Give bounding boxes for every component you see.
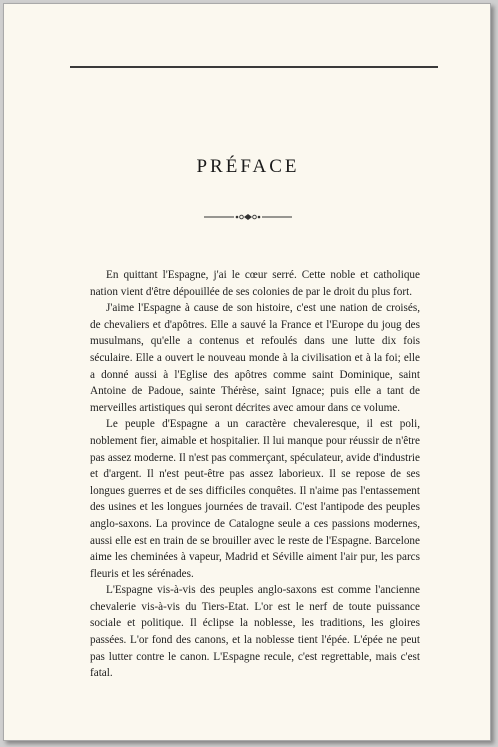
ornament-divider-icon bbox=[204, 212, 292, 222]
book-page bbox=[3, 3, 491, 741]
paragraph: L'Espagne vis-à-vis des peuples anglo-saxons est comme l'ancienne chevalerie vis-à-vis du Tiers-Etat. L'or est le nerf de toute puissance sociale et politique. Il éclipse la noblesse, les traditions, les gloires passées. L'or fond des canons, et la noblesse tient l'épée. L'épée ne peut pas lutter contre le canon. L'Espagne recule, c'est regrettable, mais c'est fatal. bbox=[90, 584, 420, 680]
paragraph: Le peuple d'Espagne a un caractère chevaleresque, il est poli, noblement fier, aimable et hospitalier. Il lui manque pour réussir de n'être pas assez moderne. Il n'est pas commerçant, spéculateur, avide d'industrie et d'argent. Il n'est peut-être pas assez laborieux. Il se repose de ses longues guerres et de ses difficiles conquêtes. Il n'aime pas l'entassement des usines et les longues journées de travail. C'est l'antipode des peuples anglo-saxons. La province de Catalogne seule a ces passions modernes, aussi elle est en train de se brouiller avec le reste de l'Espagne. Barcelone aime les cheminées à vapeur, Madrid et Séville aiment l'air pur, les parcs fleuris et les sérénades. bbox=[90, 418, 420, 580]
paragraph: J'aime l'Espagne à cause de son histoire, c'est une nation de croisés, de chevaliers et d'apôtres. Elle a sauvé la France et l'Europe du joug des musulmans, qu'elle a contenus et refoulés dans une lutte dix fois séculaire. Elle a ouvert le nouveau monde à la civilisation et à la foi; elle a donné aussi à l'Eglise des apôtres comme saint Dominique, saint Antoine de Padoue, sainte Thérèse, saint Ignace; puis elle a tant de merveilles artistiques qui seront décrites avec amour dans ce volume. bbox=[90, 302, 420, 414]
paragraph: En quittant l'Espagne, j'ai le cœur serré. Cette noble et catholique nation vient d'être dépouillée de ses colonies de par le droit du plus fort. bbox=[90, 269, 420, 298]
preface-body bbox=[90, 267, 420, 682]
page-title: PRÉFACE bbox=[196, 156, 300, 177]
header-rule bbox=[70, 66, 438, 68]
